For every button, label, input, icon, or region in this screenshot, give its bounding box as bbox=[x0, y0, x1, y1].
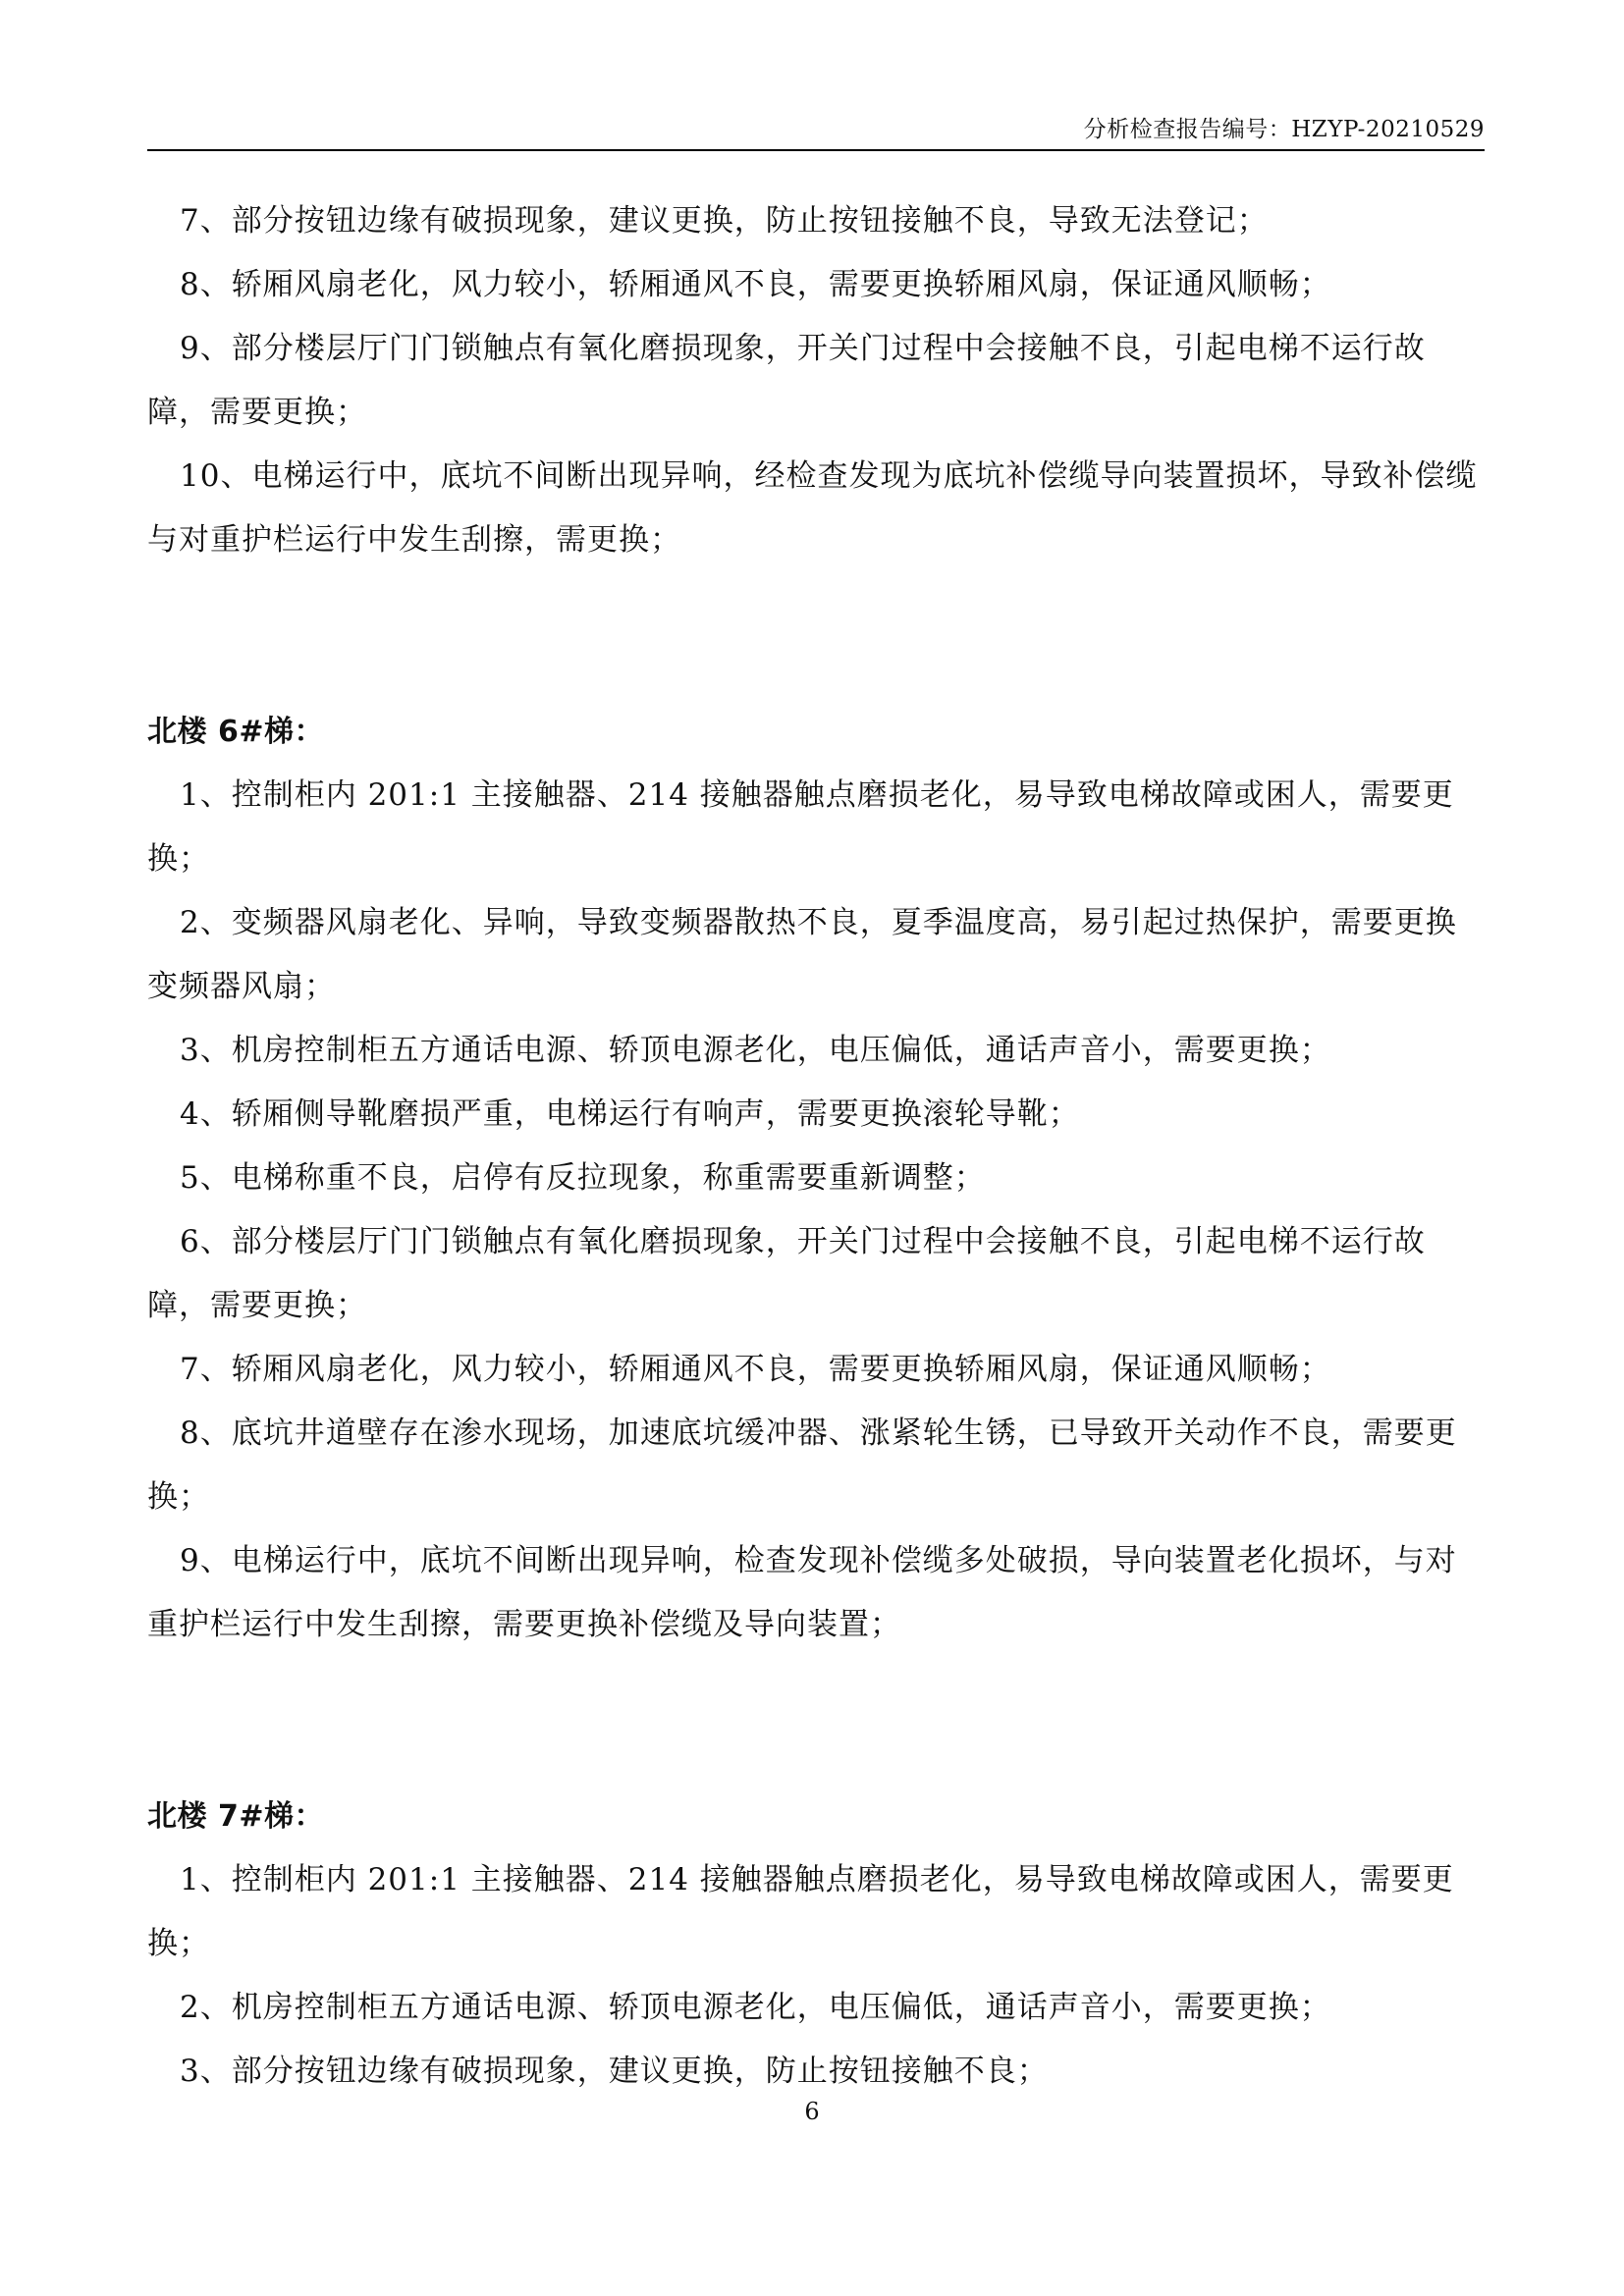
page-header bbox=[147, 110, 1485, 151]
list-item: 5、电梯称重不良，启停有反拉现象，称重需要重新调整； bbox=[180, 1160, 986, 1196]
list-item: 7、部分按钮边缘有破损现象，建议更换，防止按钮接触不良，导致无法登记； bbox=[180, 203, 1269, 239]
report-number: 分析检查报告编号：HZYP-20210529 bbox=[1083, 117, 1485, 142]
list-item: 8、轿厢风扇老化，风力较小，轿厢通风不良，需要更换轿厢风扇，保证通风顺畅； bbox=[180, 267, 1331, 302]
section-title-elevator-7: 北楼 7#梯： bbox=[147, 1799, 324, 1834]
list-item: 3、部分按钮边缘有破损现象，建议更换，防止按钮接触不良； bbox=[180, 2054, 1049, 2089]
page-number: 6 bbox=[804, 2098, 820, 2125]
list-item: 7、轿厢风扇老化，风力较小，轿厢通风不良，需要更换轿厢风扇，保证通风顺畅； bbox=[180, 1352, 1331, 1387]
section-spacer bbox=[147, 572, 1485, 700]
list-item: 2、变频器风扇老化、异响，导致变频器散热不良，夏季温度高，易引起过热保护，需要更换变频器风扇； bbox=[147, 905, 1457, 1004]
list-item: 9、部分楼层厅门门锁触点有氧化磨损现象，开关门过程中会接触不良，引起电梯不运行故障，需要更换； bbox=[147, 331, 1426, 430]
list-item: 1、控制柜内 201:1 主接触器、214 接触器触点磨损老化，易导致电梯故障或困人，需要更换； bbox=[147, 777, 1454, 877]
list-item: 3、机房控制柜五方通话电源、轿顶电源老化，电压偏低，通话声音小，需要更换； bbox=[180, 1033, 1331, 1068]
list-item: 4、轿厢侧导靴磨损严重，电梯运行有响声，需要更换滚轮导靴； bbox=[180, 1096, 1080, 1132]
list-item: 10、电梯运行中，底坑不间断出现异响，经检查发现为底坑补偿缆导向装置损坏，导致补偿缆与对重护栏运行中发生刮擦，需更换； bbox=[147, 458, 1478, 558]
list-item: 9、电梯运行中，底坑不间断出现异响，检查发现补偿缆多处破损，导向装置老化损坏，与对重护栏运行中发生刮擦，需要更换补偿缆及导向装置； bbox=[147, 1543, 1457, 1642]
section-spacer bbox=[147, 1657, 1485, 1785]
section-title-elevator-6: 北楼 6#梯： bbox=[147, 715, 324, 749]
document-body bbox=[147, 189, 1485, 2104]
list-item: 1、控制柜内 201:1 主接触器、214 接触器触点磨损老化，易导致电梯故障或困人，需要更换； bbox=[147, 1862, 1454, 1961]
list-item: 8、底坑井道壁存在渗水现场，加速底坑缓冲器、涨紧轮生锈，已导致开关动作不良，需要更换； bbox=[147, 1415, 1457, 1515]
list-item: 2、机房控制柜五方通话电源、轿顶电源老化，电压偏低，通话声音小，需要更换； bbox=[180, 1990, 1331, 2025]
list-item: 6、部分楼层厅门门锁触点有氧化磨损现象，开关门过程中会接触不良，引起电梯不运行故障，需要更换； bbox=[147, 1224, 1426, 1323]
